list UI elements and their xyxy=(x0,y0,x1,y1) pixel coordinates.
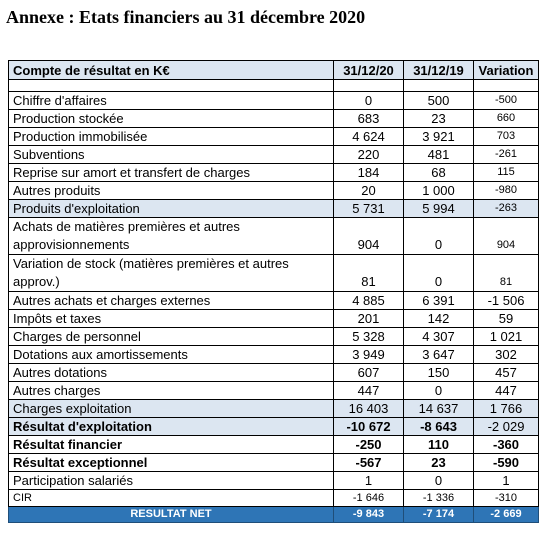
row-variation: -310 xyxy=(474,490,539,507)
row-label: RESULTAT NET xyxy=(9,507,334,523)
row-value-2019: 3 921 xyxy=(404,128,474,146)
row-value-2020: 0 xyxy=(334,92,404,110)
row-value-2020: 683 xyxy=(334,110,404,128)
row-value-2020: -567 xyxy=(334,454,404,472)
row-value-2020: 3 949 xyxy=(334,346,404,364)
row-value-2020: 20 xyxy=(334,182,404,200)
row-variation: 904 xyxy=(474,218,539,255)
row-variation: 703 xyxy=(474,128,539,146)
row-value-2020: -9 843 xyxy=(334,507,404,523)
row-label: Production stockée xyxy=(9,110,334,128)
row-label: Dotations aux amortissements xyxy=(9,346,334,364)
row-value-2019: 23 xyxy=(404,110,474,128)
row-value-2020: 4 885 xyxy=(334,292,404,310)
row-value-2019: 4 307 xyxy=(404,328,474,346)
subtotal-row xyxy=(9,200,539,218)
row-variation: -2 029 xyxy=(474,418,539,436)
table-row xyxy=(9,310,539,328)
row-variation: -590 xyxy=(474,454,539,472)
row-variation: 115 xyxy=(474,164,539,182)
row-label: Autres dotations xyxy=(9,364,334,382)
row-value-2019: 0 xyxy=(404,382,474,400)
header-col-2020: 31/12/20 xyxy=(334,61,404,80)
row-value-2020: -250 xyxy=(334,436,404,454)
row-variation: -1 506 xyxy=(474,292,539,310)
row-label: Charges exploitation xyxy=(9,400,334,418)
row-value-2019: 500 xyxy=(404,92,474,110)
row-value-2020: 904 xyxy=(334,218,404,255)
row-value-2019: 0 xyxy=(404,218,474,255)
income-statement-table xyxy=(8,60,539,523)
row-value-2020: -10 672 xyxy=(334,418,404,436)
row-variation: 59 xyxy=(474,310,539,328)
row-value-2020: 607 xyxy=(334,364,404,382)
table-row xyxy=(9,92,539,110)
row-value-2020: 16 403 xyxy=(334,400,404,418)
row-value-2020: 4 624 xyxy=(334,128,404,146)
row-label: Résultat d'exploitation xyxy=(9,418,334,436)
row-value-2019: 481 xyxy=(404,146,474,164)
row-value-2020: 81 xyxy=(334,255,404,292)
row-label: Achats de matières premières et autres approvisionnements xyxy=(9,218,334,255)
row-label: Reprise sur amort et transfert de charges xyxy=(9,164,334,182)
table-row xyxy=(9,182,539,200)
table-row xyxy=(9,490,539,507)
row-value-2020: 5 731 xyxy=(334,200,404,218)
row-value-2020: 220 xyxy=(334,146,404,164)
table-row xyxy=(9,472,539,490)
row-variation: 660 xyxy=(474,110,539,128)
row-value-2020: 447 xyxy=(334,382,404,400)
row-value-2019: -1 336 xyxy=(404,490,474,507)
row-label: CIR xyxy=(9,490,334,507)
row-value-2019: 23 xyxy=(404,454,474,472)
spacer-cell xyxy=(9,80,334,92)
row-value-2019: 1 000 xyxy=(404,182,474,200)
row-variation: -500 xyxy=(474,92,539,110)
row-value-2019: 68 xyxy=(404,164,474,182)
result-row xyxy=(9,454,539,472)
table-row xyxy=(9,164,539,182)
table-row xyxy=(9,110,539,128)
row-variation: 1 021 xyxy=(474,328,539,346)
row-value-2020: -1 646 xyxy=(334,490,404,507)
row-value-2019: -8 643 xyxy=(404,418,474,436)
table-row xyxy=(9,292,539,310)
row-label: Impôts et taxes xyxy=(9,310,334,328)
row-value-2019: 110 xyxy=(404,436,474,454)
row-label: Résultat exceptionnel xyxy=(9,454,334,472)
row-variation: 447 xyxy=(474,382,539,400)
table-header-row xyxy=(9,61,539,80)
row-label: Charges de personnel xyxy=(9,328,334,346)
row-variation: 302 xyxy=(474,346,539,364)
row-variation: 1 xyxy=(474,472,539,490)
row-value-2019: 5 994 xyxy=(404,200,474,218)
row-label: Participation salariés xyxy=(9,472,334,490)
net-result-row xyxy=(9,507,539,523)
row-label: Production immobilisée xyxy=(9,128,334,146)
row-value-2019: -7 174 xyxy=(404,507,474,523)
table-row xyxy=(9,128,539,146)
row-value-2019: 142 xyxy=(404,310,474,328)
header-col-variation: Variation xyxy=(474,61,539,80)
row-value-2019: 0 xyxy=(404,255,474,292)
page-title: Annexe : Etats financiers au 31 décembre 2020 xyxy=(6,7,366,27)
spacer-cell xyxy=(334,80,404,92)
table-row xyxy=(9,346,539,364)
spacer-cell xyxy=(404,80,474,92)
table-row xyxy=(9,328,539,346)
result-row xyxy=(9,436,539,454)
row-label: Autres charges xyxy=(9,382,334,400)
table-row xyxy=(9,146,539,164)
row-label: Résultat financier xyxy=(9,436,334,454)
spacer-cell xyxy=(474,80,539,92)
table-row xyxy=(9,364,539,382)
row-label: Autres produits xyxy=(9,182,334,200)
row-value-2019: 3 647 xyxy=(404,346,474,364)
row-value-2020: 5 328 xyxy=(334,328,404,346)
row-label: Produits d'exploitation xyxy=(9,200,334,218)
row-label: Autres achats et charges externes xyxy=(9,292,334,310)
row-variation: 457 xyxy=(474,364,539,382)
row-variation: 1 766 xyxy=(474,400,539,418)
row-value-2019: 0 xyxy=(404,472,474,490)
row-variation: -2 669 xyxy=(474,507,539,523)
row-variation: 81 xyxy=(474,255,539,292)
row-label: Chiffre d'affaires xyxy=(9,92,334,110)
row-label: Variation de stock (matières premières et autres approv.) xyxy=(9,255,334,292)
result-row xyxy=(9,418,539,436)
table-row xyxy=(9,382,539,400)
row-value-2019: 150 xyxy=(404,364,474,382)
row-value-2019: 14 637 xyxy=(404,400,474,418)
row-value-2020: 1 xyxy=(334,472,404,490)
header-label: Compte de résultat en K€ xyxy=(9,61,334,80)
table-row xyxy=(9,218,539,255)
row-variation: -980 xyxy=(474,182,539,200)
header-col-2019: 31/12/19 xyxy=(404,61,474,80)
row-value-2020: 201 xyxy=(334,310,404,328)
row-value-2019: 6 391 xyxy=(404,292,474,310)
row-variation: -263 xyxy=(474,200,539,218)
row-variation: -261 xyxy=(474,146,539,164)
spacer-row xyxy=(9,80,539,92)
table-row xyxy=(9,255,539,292)
row-value-2020: 184 xyxy=(334,164,404,182)
subtotal-row xyxy=(9,400,539,418)
row-label: Subventions xyxy=(9,146,334,164)
row-variation: -360 xyxy=(474,436,539,454)
